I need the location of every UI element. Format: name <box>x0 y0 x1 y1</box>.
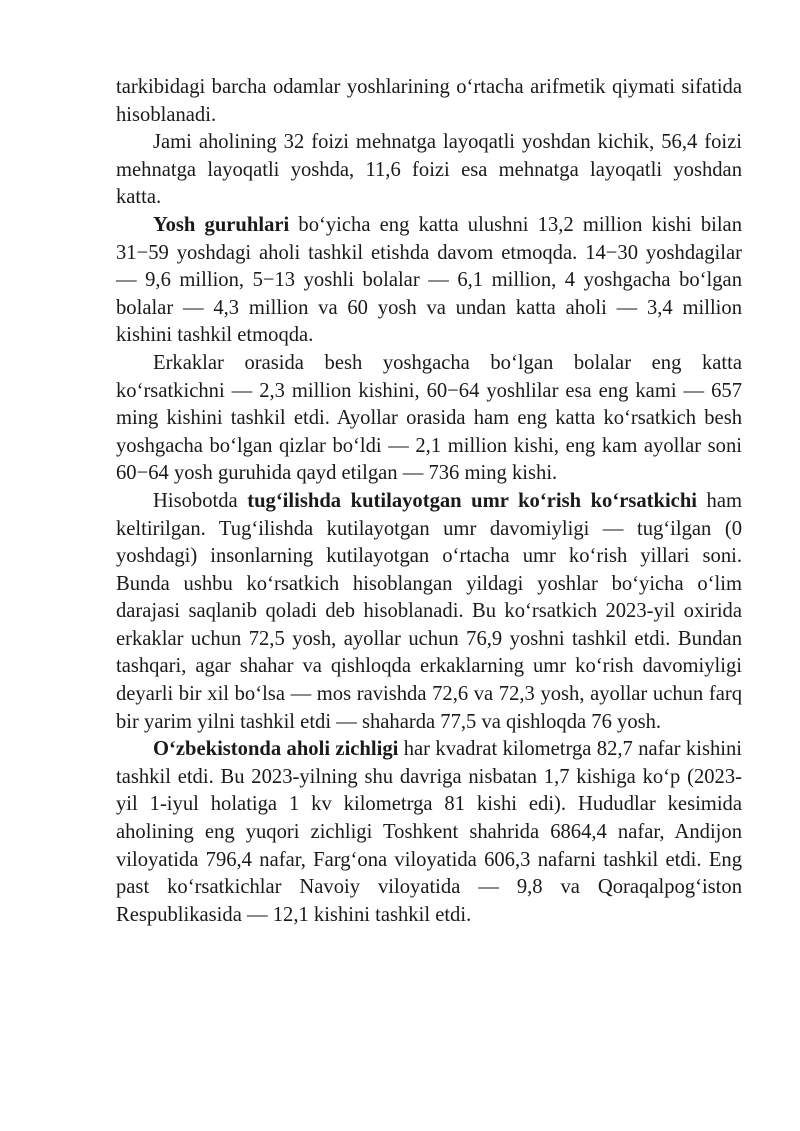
bold-term: O‘zbekistonda aholi zichligi <box>153 738 399 761</box>
paragraph-text: tarkibidagi barcha odamlar yoshlarining o‘rtacha arifmetik qiymati sifatida hisoblanadi. <box>116 76 742 126</box>
bold-term: Yosh guruhlari <box>153 213 290 236</box>
paragraph-population-density <box>116 736 742 929</box>
paragraph-text: bo‘yicha eng katta ulushni 13,2 million kishi bilan 31−59 yoshdagi aholi tashkil etishda davom etmoqda. 14−30 yoshdagilar — 9,6 million, 5−13 yoshli bolalar — 6,1 million, 4 yoshgacha bo‘lgan bolalar — 4,3 million va 60 yosh va undan katta aholi — 3,4 million kishini tashkil etmoqda. <box>116 213 742 347</box>
paragraph-text: Jami aholining 32 foizi mehnatga layoqatli yoshdan kichik, 56,4 foizi mehnatga layoqatli yoshda, 11,6 foizi esa mehnatga layoqatli yoshdan katta. <box>116 131 742 209</box>
paragraph-text: har kvadrat kilometrga 82,7 nafar kishini tashkil etdi. Bu 2023-yilning shu davriga nisbatan 1,7 kishiga ko‘p (2023-yil 1-iyul holatiga 1 kv kilometrga 81 kishi edi). Hududlar kesimida aholining eng yuqori zichligi Toshkent shahrida 6864,4 nafar, Andijon viloyatida 796,4 nafar, Farg‘ona viloyatida 606,3 nafarni tashkil etdi. Eng past ko‘rsatkichlar Navoiy viloyatida — 9,8 va Qoraqalpog‘iston Respublikasida — 12,1 kishini tashkil etdi. <box>116 738 742 926</box>
paragraph-text: ham keltirilgan. Tug‘ilishda kutilayotgan umr davomiyligi — tug‘ilgan (0 yoshdagi) insonlarning kutilayotgan o‘rtacha umr ko‘rish yillari soni. Bunda ushbu ko‘rsatkich hisoblangan yildagi yoshlar bo‘yicha o‘lim darajasi saqlanib qoladi deb hisoblanadi. Bu ko‘rsatkich 2023-yil oxirida erkaklar uchun 72,5 yosh, ayollar uchun 76,9 yoshni tashkil etdi. Bundan tashqari, agar shahar va qishloqda erkaklarning umr ko‘rish davomiyligi deyarli bir xil bo‘lsa — mos ravishda 72,6 va 72,3 yosh, ayollar uchun farq bir yarim yilni tashkil etdi — shaharda 77,5 va qishloqda 76 yosh. <box>116 489 743 733</box>
paragraph-lead: Hisobotda <box>153 489 248 512</box>
paragraph-text: Erkaklar orasida besh yoshgacha bo‘lgan bolalar eng katta ko‘rsatkichni — 2,3 million kishini, 60−64 yoshlilar esa eng kami — 657 ming kishini tashkil etdi. Ayollar orasida ham eng katta ko‘rsatkich besh yoshgacha bo‘lgan qizlar bo‘ldi — 2,1 million kishi, eng kam ayollar soni 60−64 yosh guruhida qayd etilgan — 736 ming kishi. <box>116 351 742 485</box>
paragraph-life-expectancy <box>116 488 742 736</box>
bold-term: tug‘ilishda kutilayotgan umr ko‘rish ko‘rsatkichi <box>247 489 697 512</box>
paragraph-continuation <box>116 74 742 129</box>
document-page <box>116 74 742 929</box>
paragraph-population-share <box>116 129 742 212</box>
paragraph-age-groups <box>116 212 742 350</box>
paragraph-gender-age <box>116 350 742 488</box>
